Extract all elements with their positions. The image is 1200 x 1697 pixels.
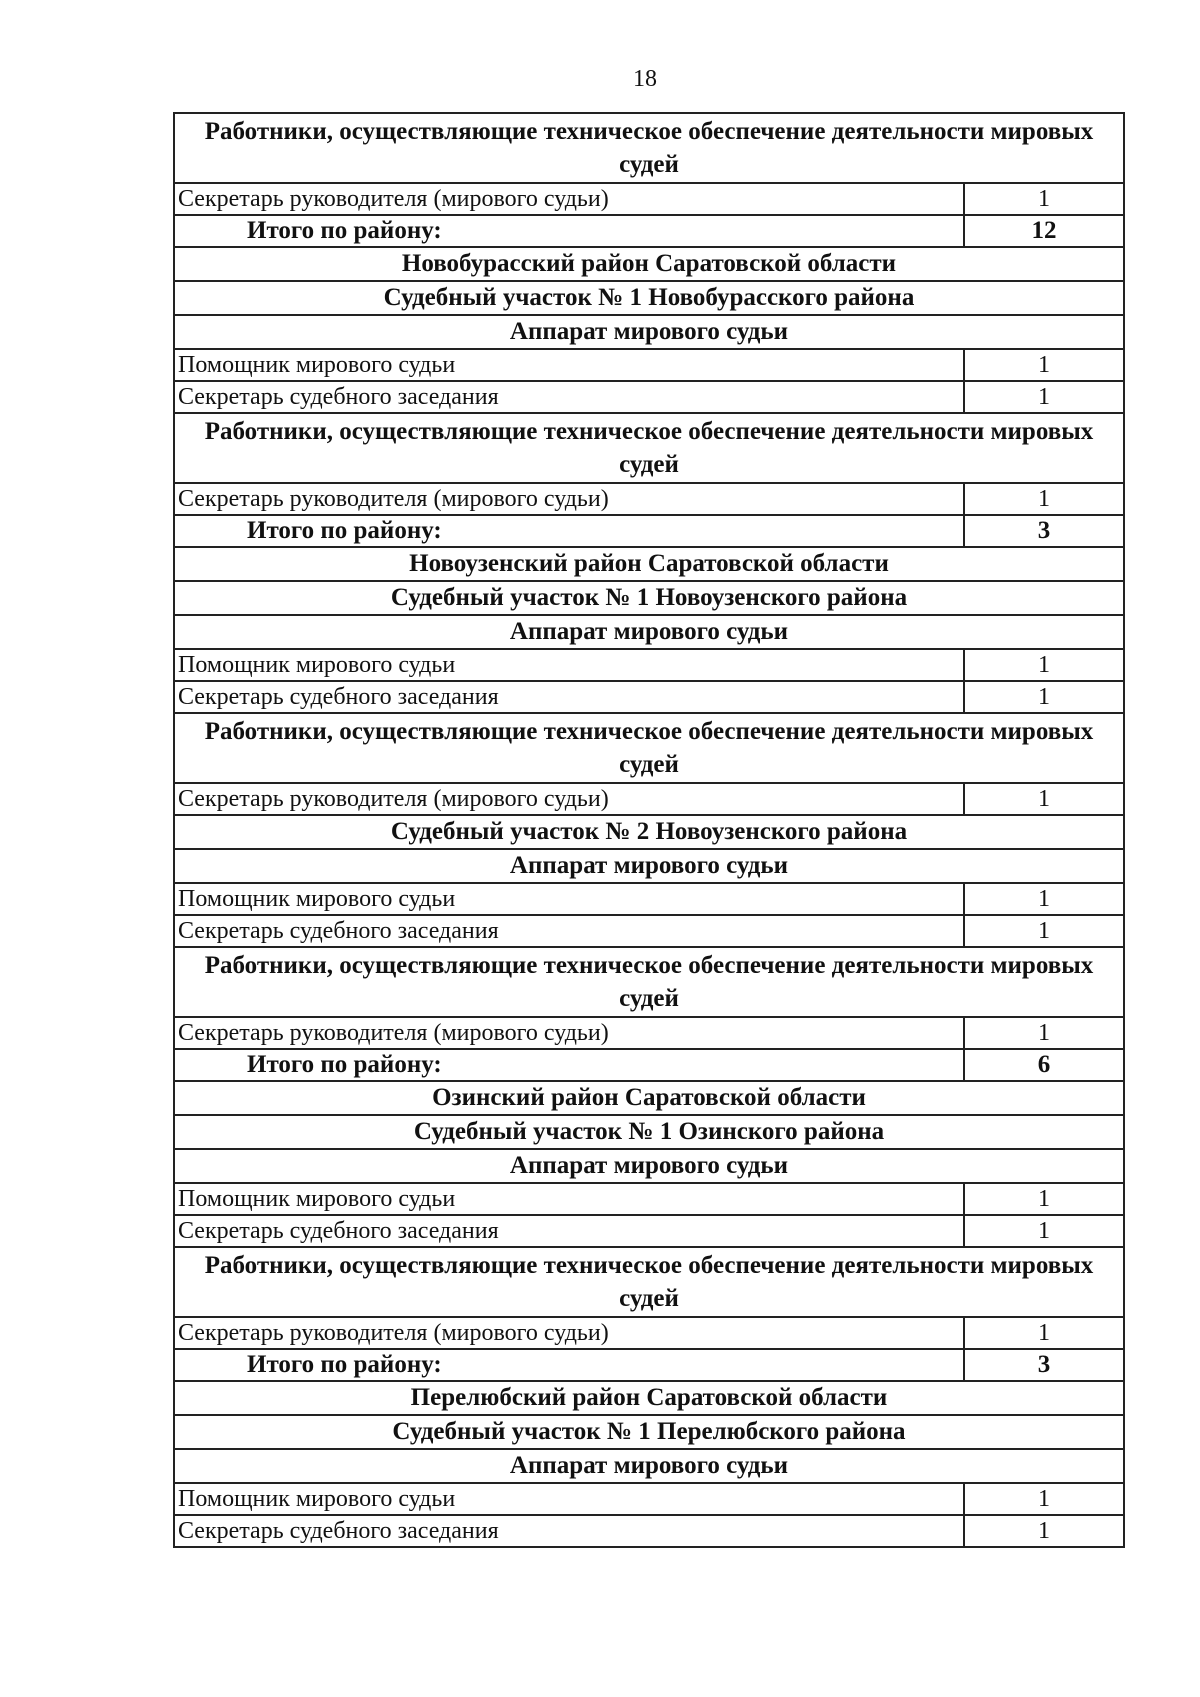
heading-cell: Работники, осуществляющие техническое обеспечение деятельности мировых судей (174, 113, 1124, 183)
section-heading (174, 581, 1124, 615)
position-row (174, 1483, 1124, 1515)
position-name: Помощник мирового судьи (174, 649, 964, 681)
position-count: 1 (964, 1017, 1124, 1049)
heading-cell: Новоузенский район Саратовской области (174, 547, 1124, 581)
section-heading (174, 1081, 1124, 1115)
position-name: Секретарь судебного заседания (174, 915, 964, 947)
position-count: 1 (964, 681, 1124, 713)
position-row (174, 1317, 1124, 1349)
heading-cell: Аппарат мирового судьи (174, 1149, 1124, 1183)
heading-cell: Работники, осуществляющие техническое обеспечение деятельности мировых судей (174, 413, 1124, 483)
section-heading (174, 547, 1124, 581)
section-heading (174, 281, 1124, 315)
heading-cell: Новобурасский район Саратовской области (174, 247, 1124, 281)
district-total-row (174, 515, 1124, 547)
heading-cell: Перелюбский район Саратовской области (174, 1381, 1124, 1415)
position-count: 1 (964, 183, 1124, 215)
position-row (174, 883, 1124, 915)
section-heading-tech-staff (174, 113, 1124, 183)
position-row (174, 649, 1124, 681)
heading-cell: Аппарат мирового судьи (174, 315, 1124, 349)
staffing-table (173, 112, 1125, 1548)
section-heading (174, 615, 1124, 649)
heading-cell: Судебный участок № 2 Новоузенского района (174, 815, 1124, 849)
position-name: Секретарь руководителя (мирового судьи) (174, 1317, 964, 1349)
heading-cell: Судебный участок № 1 Новоузенского района (174, 581, 1124, 615)
section-heading-tech-staff (174, 947, 1124, 1017)
position-row (174, 349, 1124, 381)
section-heading-tech-staff (174, 713, 1124, 783)
section-heading (174, 1149, 1124, 1183)
section-heading (174, 1115, 1124, 1149)
section-heading-tech-staff (174, 1247, 1124, 1317)
position-count: 1 (964, 915, 1124, 947)
position-row (174, 783, 1124, 815)
position-row (174, 483, 1124, 515)
heading-cell: Судебный участок № 1 Новобурасского района (174, 281, 1124, 315)
position-name: Секретарь судебного заседания (174, 681, 964, 713)
district-total-row (174, 1349, 1124, 1381)
position-name: Секретарь судебного заседания (174, 381, 964, 413)
section-heading (174, 815, 1124, 849)
district-total-row (174, 1049, 1124, 1081)
position-name: Помощник мирового судьи (174, 883, 964, 915)
position-count: 1 (964, 349, 1124, 381)
total-label: Итого по району: (174, 515, 964, 547)
total-label: Итого по району: (174, 1349, 964, 1381)
position-name: Секретарь руководителя (мирового судьи) (174, 783, 964, 815)
heading-cell: Работники, осуществляющие техническое обеспечение деятельности мировых судей (174, 1247, 1124, 1317)
position-row (174, 381, 1124, 413)
position-name: Помощник мирового судьи (174, 349, 964, 381)
position-name: Помощник мирового судьи (174, 1483, 964, 1515)
position-row (174, 915, 1124, 947)
heading-cell: Работники, осуществляющие техническое обеспечение деятельности мировых судей (174, 947, 1124, 1017)
position-count: 1 (964, 1483, 1124, 1515)
total-count: 3 (964, 515, 1124, 547)
position-name: Секретарь судебного заседания (174, 1515, 964, 1547)
section-heading-tech-staff (174, 413, 1124, 483)
heading-cell: Озинский район Саратовской области (174, 1081, 1124, 1115)
section-heading (174, 315, 1124, 349)
total-count: 6 (964, 1049, 1124, 1081)
heading-cell: Работники, осуществляющие техническое обеспечение деятельности мировых судей (174, 713, 1124, 783)
position-count: 1 (964, 883, 1124, 915)
position-count: 1 (964, 1317, 1124, 1349)
position-count: 1 (964, 783, 1124, 815)
total-label: Итого по району: (174, 215, 964, 247)
section-heading (174, 849, 1124, 883)
position-row (174, 1515, 1124, 1547)
section-heading (174, 1381, 1124, 1415)
position-count: 1 (964, 1215, 1124, 1247)
position-count: 1 (964, 1183, 1124, 1215)
section-heading (174, 1415, 1124, 1449)
position-count: 1 (964, 649, 1124, 681)
heading-cell: Судебный участок № 1 Перелюбского района (174, 1415, 1124, 1449)
position-row (174, 681, 1124, 713)
position-count: 1 (964, 1515, 1124, 1547)
heading-cell: Аппарат мирового судьи (174, 849, 1124, 883)
position-name: Секретарь руководителя (мирового судьи) (174, 483, 964, 515)
total-count: 12 (964, 215, 1124, 247)
heading-cell: Аппарат мирового судьи (174, 1449, 1124, 1483)
heading-cell: Аппарат мирового судьи (174, 615, 1124, 649)
position-count: 1 (964, 483, 1124, 515)
district-total-row (174, 215, 1124, 247)
position-name: Секретарь руководителя (мирового судьи) (174, 183, 964, 215)
position-count: 1 (964, 381, 1124, 413)
position-row (174, 183, 1124, 215)
position-name: Секретарь руководителя (мирового судьи) (174, 1017, 964, 1049)
page-number: 18 (633, 66, 657, 92)
position-row (174, 1017, 1124, 1049)
heading-cell: Судебный участок № 1 Озинского района (174, 1115, 1124, 1149)
position-name: Помощник мирового судьи (174, 1183, 964, 1215)
position-name: Секретарь судебного заседания (174, 1215, 964, 1247)
section-heading (174, 1449, 1124, 1483)
section-heading (174, 247, 1124, 281)
position-row (174, 1183, 1124, 1215)
total-label: Итого по району: (174, 1049, 964, 1081)
position-row (174, 1215, 1124, 1247)
total-count: 3 (964, 1349, 1124, 1381)
staffing-table-body (174, 113, 1124, 1547)
